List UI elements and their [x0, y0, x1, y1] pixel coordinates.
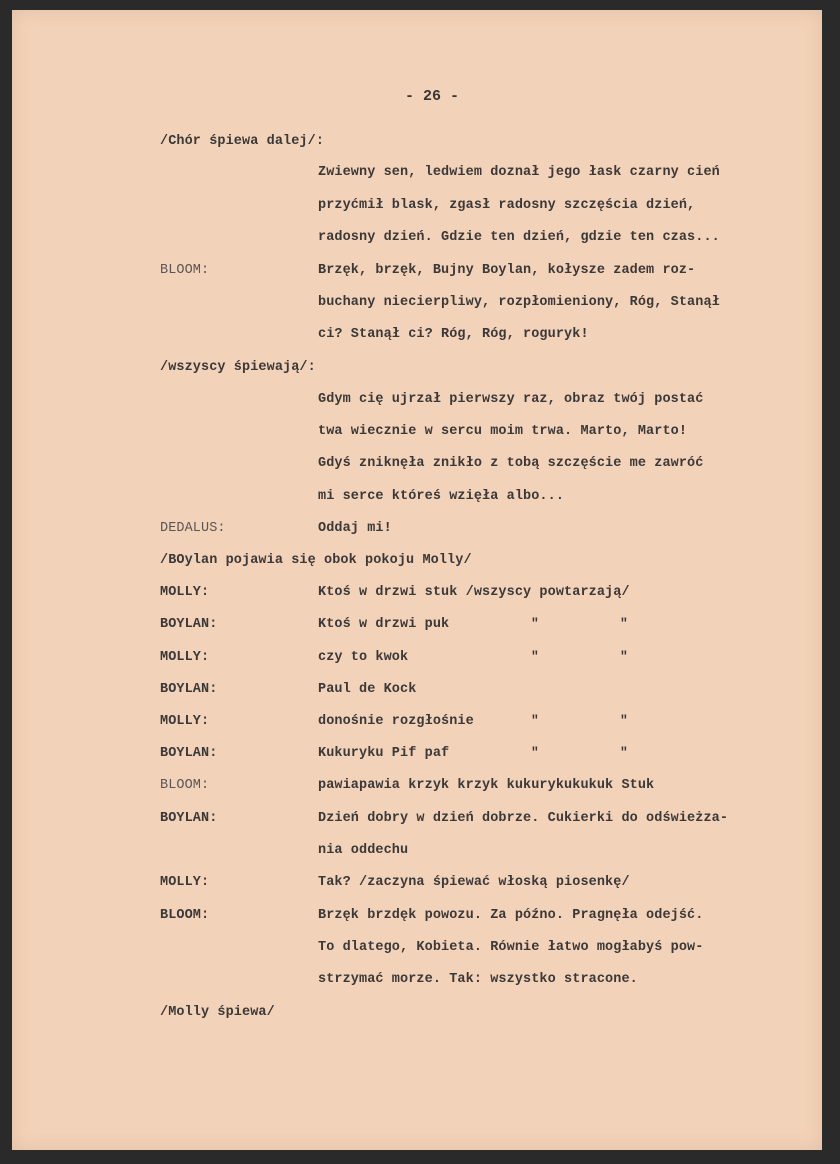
text-line: twa wiecznie w sercu moim trwa. Marto, Marto! — [318, 424, 688, 439]
speaker-name: DEDALUS: — [160, 521, 226, 536]
ditto-mark: " — [620, 745, 628, 760]
text-line: Gdyś zniknęła znikło z tobą szczęście me zawróć — [318, 456, 704, 471]
speaker-name: BOYLAN: — [160, 811, 218, 826]
speaker-name: BOYLAN: — [160, 682, 218, 697]
speaker-name: MOLLY: — [160, 650, 210, 665]
text-line: ci? Stanął ci? Róg, Róg, roguryk! — [318, 327, 589, 342]
text-line: Paul de Kock — [318, 682, 417, 697]
page-number: - 26 - — [404, 88, 459, 105]
ditto-mark: " — [620, 649, 628, 664]
text-line: Ktoś w drzwi puk — [318, 617, 450, 632]
ditto-mark: " — [531, 616, 539, 631]
stage-direction: /BOylan pojawia się obok pokoju Molly/ — [160, 553, 472, 568]
text-line: Ktoś w drzwi stuk /wszyscy powtarzają/ — [318, 585, 630, 600]
stage-direction: /wszyscy śpiewają/: — [160, 360, 316, 375]
text-line: Dzień dobry w dzień dobrze. Cukierki do odświeżza- — [318, 811, 729, 826]
text-line: mi serce któreś wzięła albo... — [318, 489, 565, 504]
text-line: strzymać morze. Tak: wszystko stracone. — [318, 972, 638, 987]
ditto-mark: " — [531, 649, 539, 664]
text-line: donośnie rozgłośnie — [318, 714, 474, 729]
text-line: Gdym cię ujrzał pierwszy raz, obraz twój postać — [318, 392, 704, 407]
text-line: Tak? /zaczyna śpiewać włoską piosenkę/ — [318, 875, 630, 890]
text-line: Oddaj mi! — [318, 521, 392, 536]
stage-direction: /Chór śpiewa dalej/: — [160, 134, 325, 149]
speaker-name: BLOOM: — [160, 908, 210, 923]
text-line: To dlatego, Kobieta. Równie łatwo mogłabyś pow- — [318, 940, 704, 955]
speaker-name: MOLLY: — [160, 714, 210, 729]
text-line: Zwiewny sen, ledwiem doznał jego łask czarny cień — [318, 165, 720, 180]
text-line: czy to kwok — [318, 650, 409, 665]
speaker-name: BLOOM: — [160, 778, 210, 793]
text-line: Brzęk, brzęk, Bujny Boylan, kołysze zadem roz- — [318, 263, 696, 278]
speaker-name: BOYLAN: — [160, 617, 218, 632]
text-line: przyćmił blask, zgasł radosny szczęścia dzień, — [318, 198, 696, 213]
ditto-mark: " — [620, 616, 628, 631]
speaker-name: BOYLAN: — [160, 746, 218, 761]
text-line: pawiapawia krzyk krzyk kukurykukukuk Stuk — [318, 778, 655, 793]
ditto-mark: " — [620, 713, 628, 728]
text-line: nia oddechu — [318, 843, 409, 858]
text-line: Kukuryku Pif paf — [318, 746, 450, 761]
ditto-mark: " — [531, 745, 539, 760]
speaker-name: MOLLY: — [160, 585, 210, 600]
text-line: radosny dzień. Gdzie ten dzień, gdzie ten czas... — [318, 230, 720, 245]
text-line: Brzęk brzdęk powozu. Za późno. Pragnęła odejść. — [318, 908, 704, 923]
speaker-name: BLOOM: — [160, 263, 210, 278]
ditto-mark: " — [531, 713, 539, 728]
text-line: buchany niecierpliwy, rozpłomieniony, Róg, Stanął — [318, 295, 720, 310]
document-page — [12, 10, 822, 1150]
stage-direction: /Molly śpiewa/ — [160, 1005, 275, 1020]
speaker-name: MOLLY: — [160, 875, 210, 890]
